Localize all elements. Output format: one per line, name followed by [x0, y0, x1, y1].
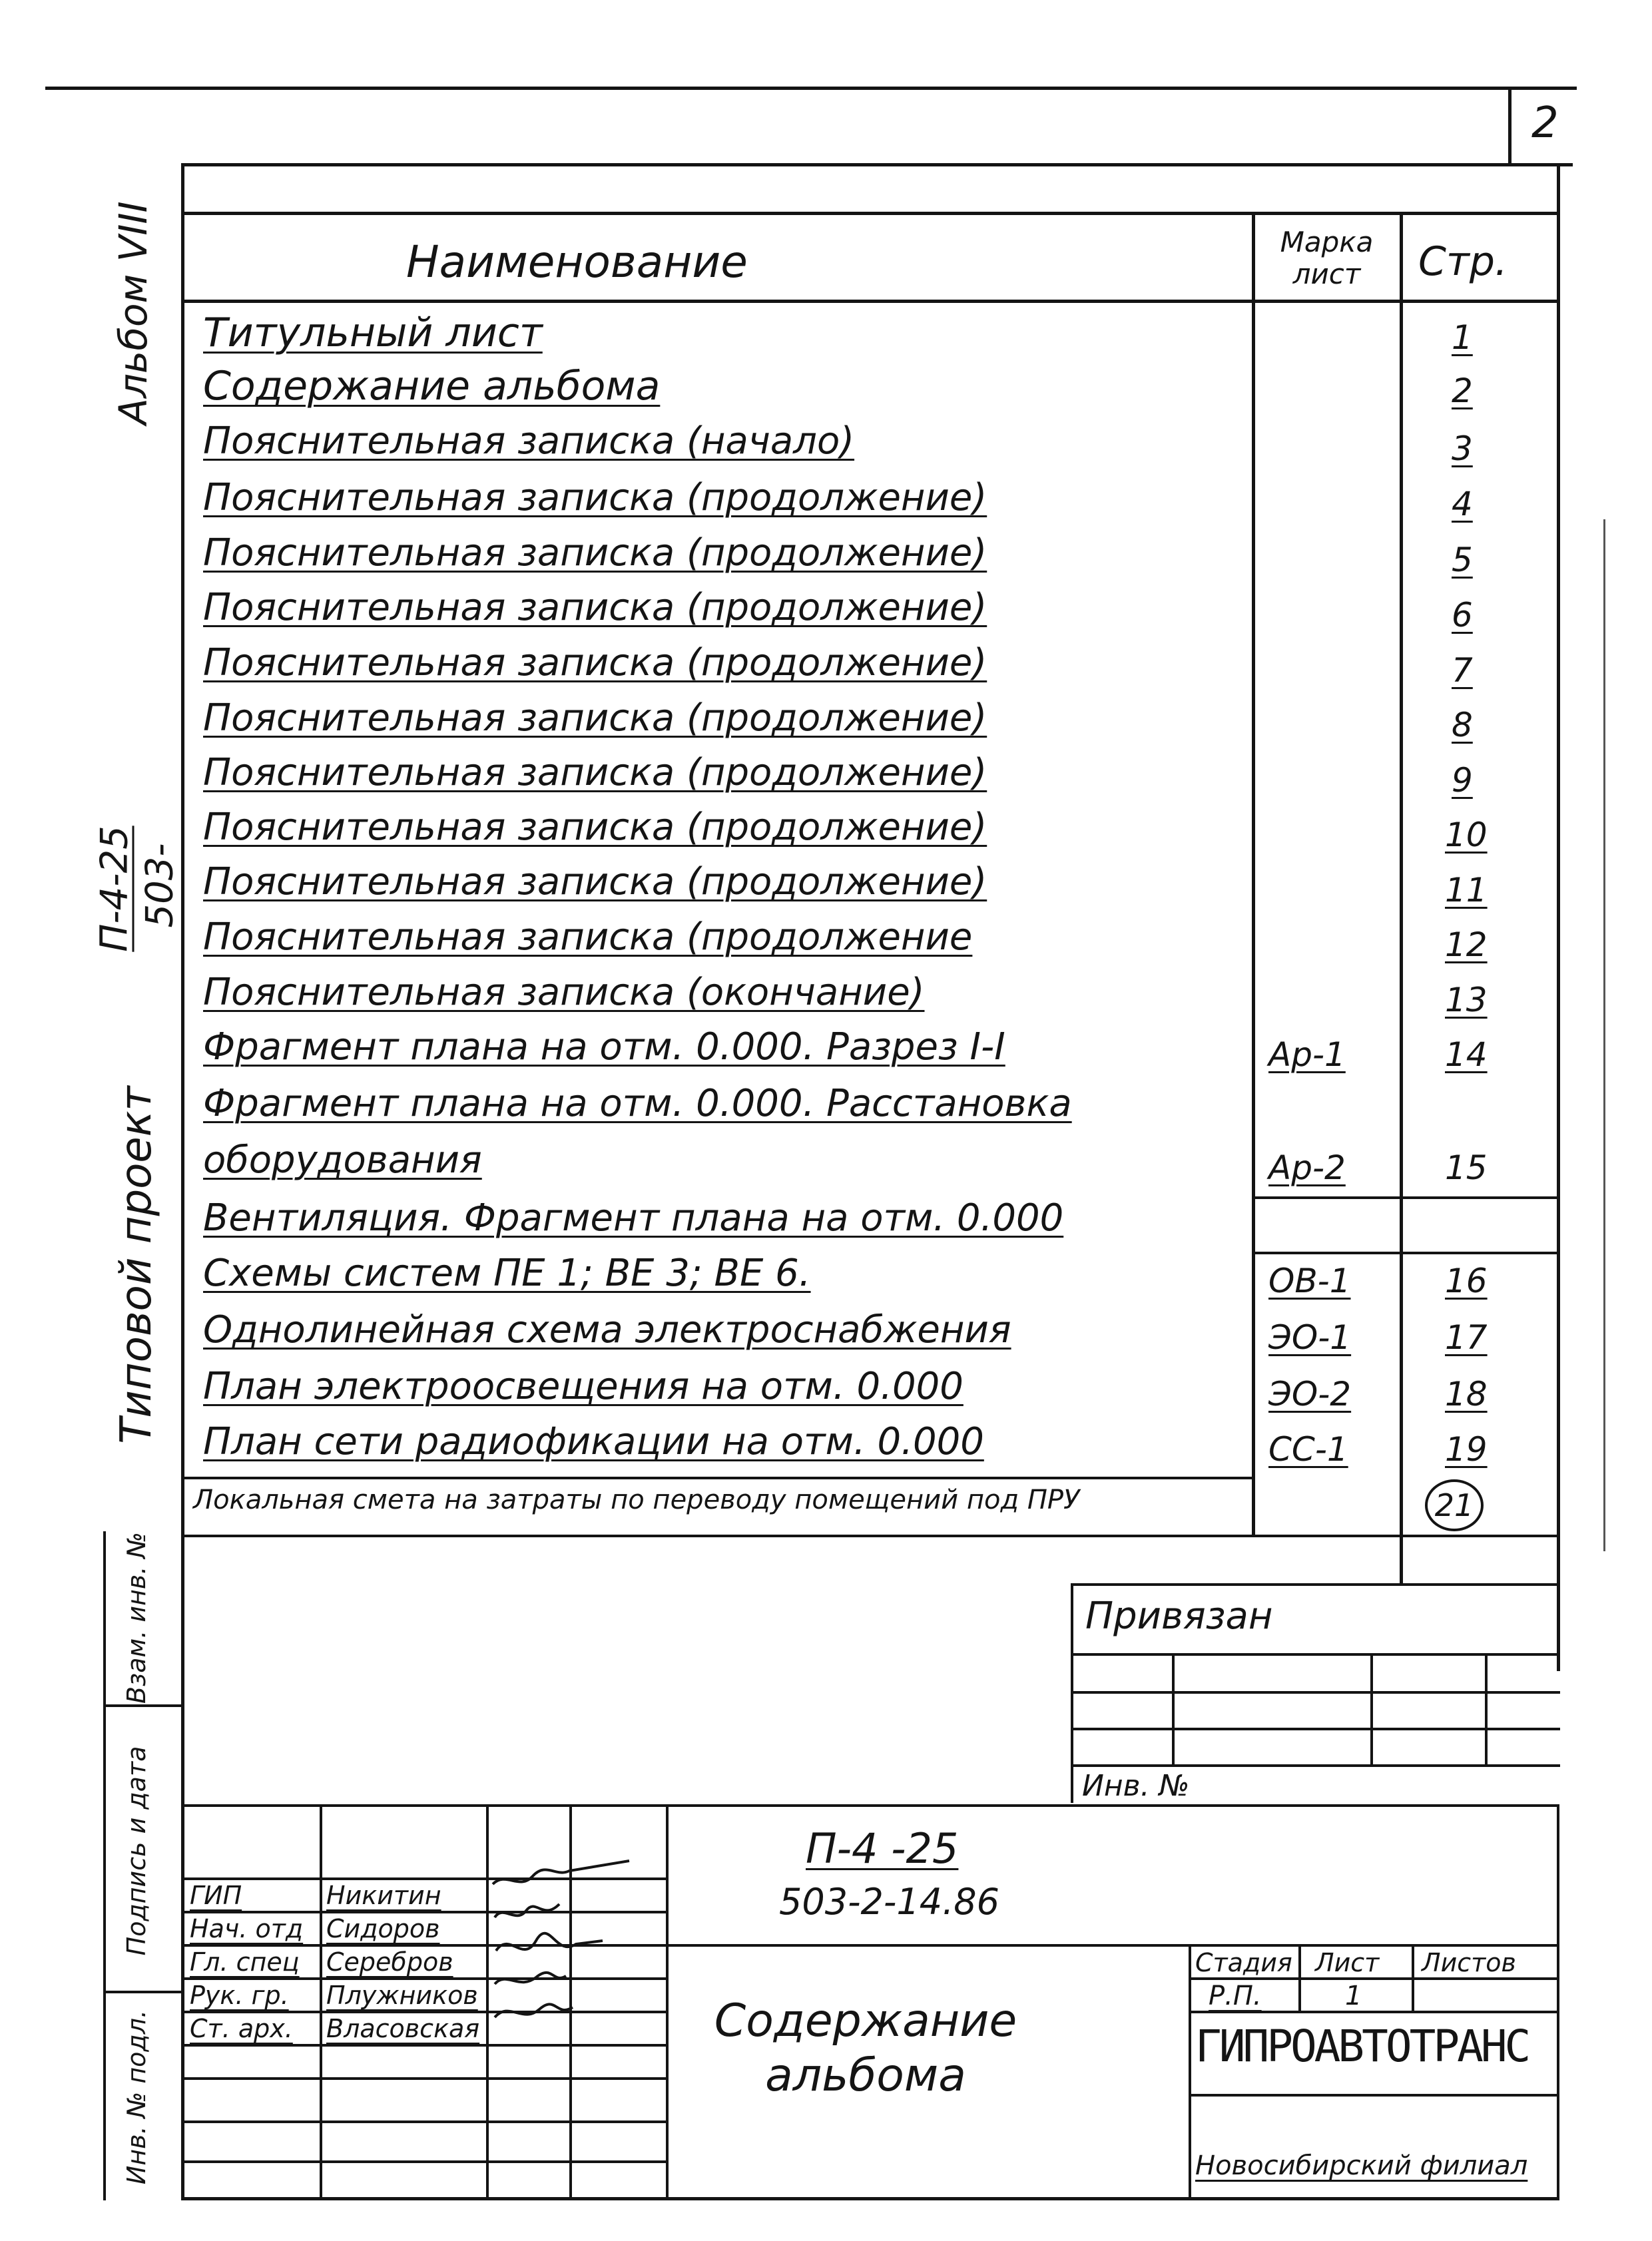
frame-bottom — [181, 2197, 1559, 2200]
note-row: Локальная смета на затраты по переводу помещений под ПРУ — [193, 1485, 1080, 1515]
table-row: Пояснительная записка (продолжение) — [203, 860, 987, 903]
table-row: Пояснительная записка (продолжение) — [203, 586, 987, 629]
table-row: Однолинейная схема электроснабжения — [203, 1308, 1011, 1352]
table-row: Схемы систем ПЕ 1; ВЕ 3; ВЕ 6. — [203, 1252, 811, 1295]
row-mark: Ар-2 — [1268, 1148, 1346, 1187]
tb-code-line2: 503-2-14.86 — [779, 1881, 999, 1923]
tb-col — [486, 1804, 489, 2200]
album-label: Альбом VIII — [111, 201, 156, 425]
row-page: 15 — [1445, 1148, 1488, 1187]
row-mark: Ар-1 — [1268, 1035, 1346, 1074]
sheet-number-divider — [1508, 87, 1512, 163]
frame-left — [181, 163, 184, 2200]
tb-row — [1189, 1977, 1558, 1980]
frame-right — [1557, 163, 1560, 1671]
row-page: 8 — [1452, 706, 1473, 744]
table-row: Вентиляция. Фрагмент плана на отм. 0.000 — [203, 1196, 1064, 1240]
tb-col — [666, 1804, 669, 2200]
col-divider-mark — [1252, 212, 1255, 1537]
row-page: 18 — [1445, 1375, 1488, 1413]
row-rule — [181, 1535, 1559, 1537]
staff-role: ГИП — [190, 1881, 242, 1910]
row-page: 1 — [1452, 318, 1473, 357]
staff-role: Рук. гр. — [190, 1981, 289, 2010]
row-rule — [1252, 1252, 1558, 1254]
row-page: 2 — [1452, 372, 1473, 410]
sheet-number: 2 — [1531, 99, 1559, 148]
org-branch: Новосибирский филиал — [1195, 2150, 1528, 2181]
row-mark: СС-1 — [1268, 1430, 1348, 1469]
stamp-signature-date: Подпись и дата — [122, 1746, 151, 1956]
tb-col — [1189, 1944, 1191, 2200]
row-page: 14 — [1445, 1035, 1488, 1074]
tb-sheet-title: Содержание альбома — [714, 1995, 1017, 2102]
signature-marks — [489, 1858, 649, 2044]
tb-row — [181, 2044, 667, 2047]
row-mark: ОВ-1 — [1268, 1262, 1351, 1300]
table-row: План электроосвещения на отм. 0.000 — [203, 1365, 964, 1408]
binding-col — [1370, 1653, 1373, 1764]
row-page: 19 — [1445, 1430, 1488, 1469]
row-page: 13 — [1445, 981, 1488, 1019]
row-page: 17 — [1445, 1318, 1488, 1357]
table-row: Пояснительная записка (продолжение) — [203, 641, 987, 684]
row-page: 9 — [1452, 761, 1473, 800]
note-row-page: 21 — [1425, 1479, 1484, 1531]
row-page: 10 — [1445, 816, 1488, 854]
row-page: 16 — [1445, 1262, 1488, 1300]
stamp-left-edge — [103, 1531, 106, 2200]
header-name: Наименование — [406, 236, 748, 288]
row-page: 6 — [1452, 596, 1473, 634]
table-row: Пояснительная записка (продолжение — [203, 915, 973, 959]
frame-top-inner — [181, 212, 1559, 215]
header-page: Стр. — [1418, 238, 1508, 285]
stamp-sep — [103, 1704, 183, 1707]
stamp-inv-original: Инв. № подл. — [122, 2009, 151, 2185]
project-code-top: П-4-25 — [93, 826, 137, 952]
stage-header: Стадия — [1195, 1948, 1292, 1977]
tb-col — [320, 1804, 322, 2200]
tb-row — [181, 1944, 1559, 1947]
tb-row — [181, 2120, 667, 2123]
org-name: ГИПРОАВТОТРАНС — [1195, 2021, 1529, 2072]
frame-top — [181, 163, 1573, 166]
row-rule — [181, 1477, 1253, 1479]
binding-rule — [1071, 1764, 1560, 1767]
row-page: 11 — [1445, 871, 1488, 909]
stamp-replace-inv: Взам. инв. № — [122, 1531, 151, 1704]
row-rule — [1252, 1196, 1558, 1199]
scan-edge-mark — [1603, 519, 1605, 1551]
top-rule — [45, 87, 1577, 90]
table-row: оборудования — [203, 1138, 482, 1182]
row-page: 7 — [1452, 651, 1473, 690]
staff-name: Сидоров — [326, 1914, 440, 1943]
binding-label: Привязан — [1085, 1595, 1273, 1638]
tb-top — [181, 1804, 1559, 1807]
binding-rule-top — [1071, 1583, 1560, 1586]
staff-role: Гл. спец — [190, 1947, 300, 1977]
row-mark: ЭО-1 — [1268, 1318, 1352, 1357]
row-page: 12 — [1445, 925, 1488, 964]
tb-right — [1557, 1804, 1559, 2200]
table-row: Пояснительная записка (продолжение) — [203, 531, 987, 575]
sheet-value: 1 — [1345, 1981, 1362, 2011]
table-row: План сети радиофикации на отм. 0.000 — [203, 1420, 984, 1463]
tb-code-line1: П-4 -25 — [806, 1824, 959, 1873]
row-page: 3 — [1452, 429, 1473, 468]
project-code-bottom: 503- — [138, 843, 182, 928]
table-row: Фрагмент плана на отм. 0.000. Расстановка — [203, 1082, 1072, 1125]
row-page: 4 — [1452, 485, 1473, 523]
header-rule — [181, 300, 1559, 303]
table-row: Пояснительная записка (начало) — [203, 419, 855, 463]
sheets-header: Листов — [1422, 1948, 1516, 1977]
inv-label: Инв. № — [1082, 1769, 1190, 1803]
header-mark: Марка лист — [1280, 226, 1374, 290]
staff-role: Ст. арх. — [190, 2014, 293, 2043]
table-row: Фрагмент плана на отм. 0.000. Разрез I-I — [203, 1025, 1005, 1069]
table-row: Пояснительная записка (продолжение) — [203, 751, 987, 794]
binding-col — [1172, 1653, 1175, 1764]
tb-row — [181, 2160, 667, 2163]
table-row: Пояснительная записка (окончание) — [203, 971, 925, 1014]
table-row: Титульный лист — [203, 310, 543, 356]
tb-row — [181, 2077, 667, 2080]
typical-project-label: Типовой проект — [112, 1086, 161, 1444]
staff-name: Власовская — [326, 2014, 480, 2043]
tb-row — [1189, 2094, 1558, 2097]
row-page: 5 — [1452, 541, 1473, 579]
table-row: Содержание альбома — [203, 363, 661, 409]
table-row: Пояснительная записка (продолжение) — [203, 476, 987, 519]
row-mark: ЭО-2 — [1268, 1375, 1352, 1413]
stage-value: Р.П. — [1209, 1981, 1262, 2011]
stamp-sep — [103, 1991, 183, 1993]
staff-role: Нач. отд — [190, 1914, 304, 1943]
sheet-header: Лист — [1315, 1948, 1380, 1977]
table-row: Пояснительная записка (продолжение) — [203, 806, 987, 849]
table-row: Пояснительная записка (продолжение) — [203, 696, 987, 740]
staff-name: Плужников — [326, 1981, 478, 2010]
staff-name: Никитин — [326, 1881, 441, 1910]
staff-name: Серебров — [326, 1947, 453, 1977]
binding-col — [1485, 1653, 1488, 1764]
col-divider-page — [1400, 212, 1403, 1583]
